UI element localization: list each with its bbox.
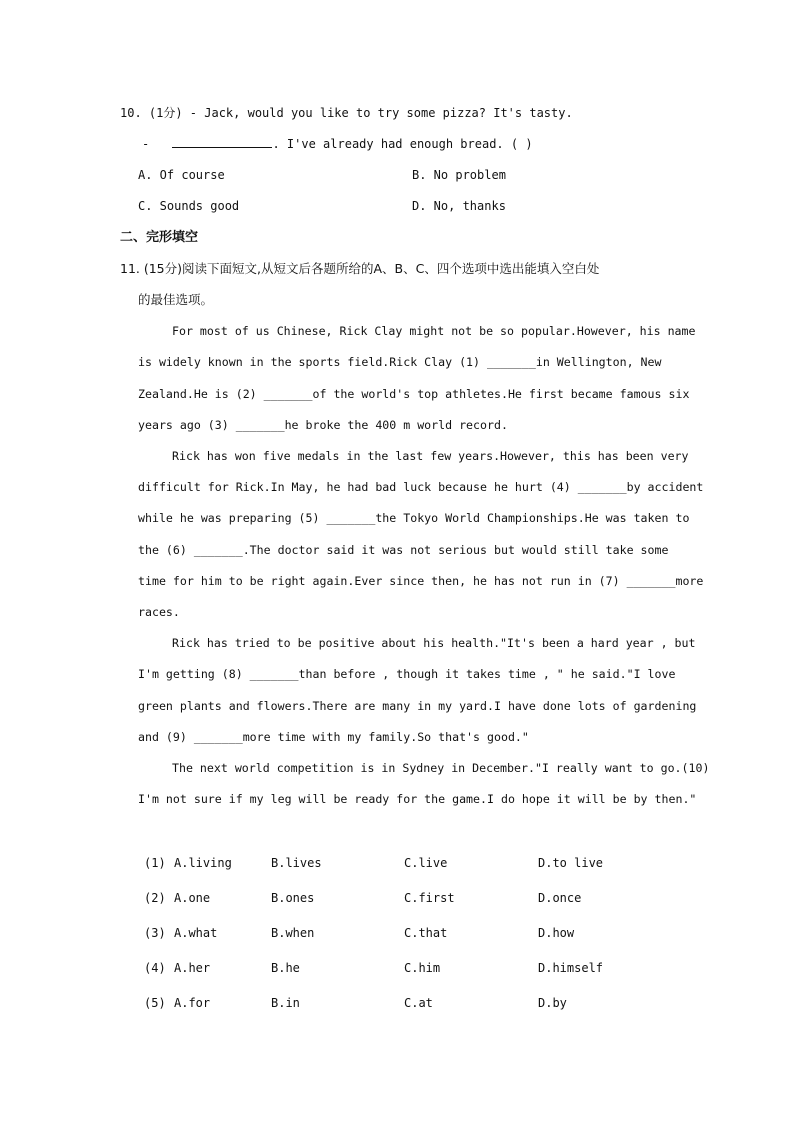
choice-option[interactable]: B.he [271, 961, 300, 975]
q10-reply [142, 136, 533, 152]
choice-option[interactable]: C.first [404, 891, 455, 905]
choice-option[interactable]: A.for [174, 996, 211, 1010]
passage-line: Zealand.He is (2) _______of the world's top athletes.He first became famous six [138, 387, 690, 401]
passage-line: time for him to be right again.Ever since then, he has not run in (7) _______more [138, 574, 704, 588]
choice-option[interactable]: C.that [404, 926, 448, 940]
choice-option[interactable]: A.living [174, 856, 232, 870]
passage-line: I'm not sure if my leg will be ready for the game.I do hope it will be by then." [138, 792, 697, 806]
passage-line: and (9) _______more time with my family.So that's good." [138, 730, 529, 744]
choice-number: (1) [144, 856, 166, 870]
q10-option-d[interactable]: D. No, thanks [412, 199, 506, 213]
choice-option[interactable]: B.in [271, 996, 300, 1010]
passage-line: green plants and flowers.There are many in my yard.I have done lots of gardening [138, 699, 697, 713]
passage-line: the (6) _______.The doctor said it was not serious but would still take some [138, 543, 669, 557]
q11-intro-line2: 的最佳选项。 [138, 292, 214, 307]
choice-option[interactable]: B.lives [271, 856, 322, 870]
choice-option[interactable]: D.himself [538, 961, 604, 975]
passage-line: The next world competition is in Sydney in December."I really want to go.(10) [172, 761, 710, 775]
choice-option[interactable]: D.once [538, 891, 582, 905]
choice-option[interactable]: A.one [174, 891, 211, 905]
passage-line: Rick has won five medals in the last few years.However, this has been very [172, 449, 689, 463]
choice-option[interactable]: C.live [404, 856, 448, 870]
passage-line: Rick has tried to be positive about his health."It's been a hard year , but [172, 636, 696, 650]
q10-reply-rest: . I've already had enough bread. ( ) [272, 137, 533, 151]
choice-number: (2) [144, 891, 166, 905]
passage-line: while he was preparing (5) _______the Tokyo World Championships.He was taken to [138, 511, 690, 525]
passage-line: For most of us Chinese, Rick Clay might not be so popular.However, his name [172, 324, 696, 338]
q10-reply-dash: - [142, 137, 150, 151]
q10-answer-blank[interactable] [172, 136, 272, 148]
q11-intro-line1: 11. (15分)阅读下面短文,从短文后各题所给的A、B、C、四个选项中选出能填入空白处 [120, 261, 600, 276]
choice-option[interactable]: B.ones [271, 891, 315, 905]
choice-option[interactable]: A.her [174, 961, 211, 975]
q10-option-b[interactable]: B. No problem [412, 168, 506, 182]
choice-option[interactable]: B.when [271, 926, 315, 940]
q10-option-c[interactable]: C. Sounds good [138, 199, 240, 213]
choice-number: (4) [144, 961, 166, 975]
choice-option[interactable]: A.what [174, 926, 218, 940]
choice-option[interactable]: D.to live [538, 856, 604, 870]
choice-option[interactable]: C.at [404, 996, 433, 1010]
section-title: 二、完形填空 [120, 230, 199, 245]
choice-option[interactable]: D.by [538, 996, 567, 1010]
passage-line: is widely known in the sports field.Rick Clay (1) _______in Wellington, New [138, 355, 662, 369]
q10-prompt: 10. (1分) - Jack, would you like to try some pizza? It's tasty. [120, 106, 573, 120]
q10-option-a[interactable]: A. Of course [138, 168, 225, 182]
passage-line: years ago (3) _______he broke the 400 m world record. [138, 418, 508, 432]
choice-number: (5) [144, 996, 166, 1010]
passage-line: difficult for Rick.In May, he had bad luck because he hurt (4) _______by accident [138, 480, 704, 494]
passage-line: I'm getting (8) _______than before , though it takes time , " he said."I love [138, 667, 676, 681]
choice-option[interactable]: C.him [404, 961, 441, 975]
choice-number: (3) [144, 926, 166, 940]
choice-option[interactable]: D.how [538, 926, 575, 940]
passage-line: races. [138, 605, 180, 619]
